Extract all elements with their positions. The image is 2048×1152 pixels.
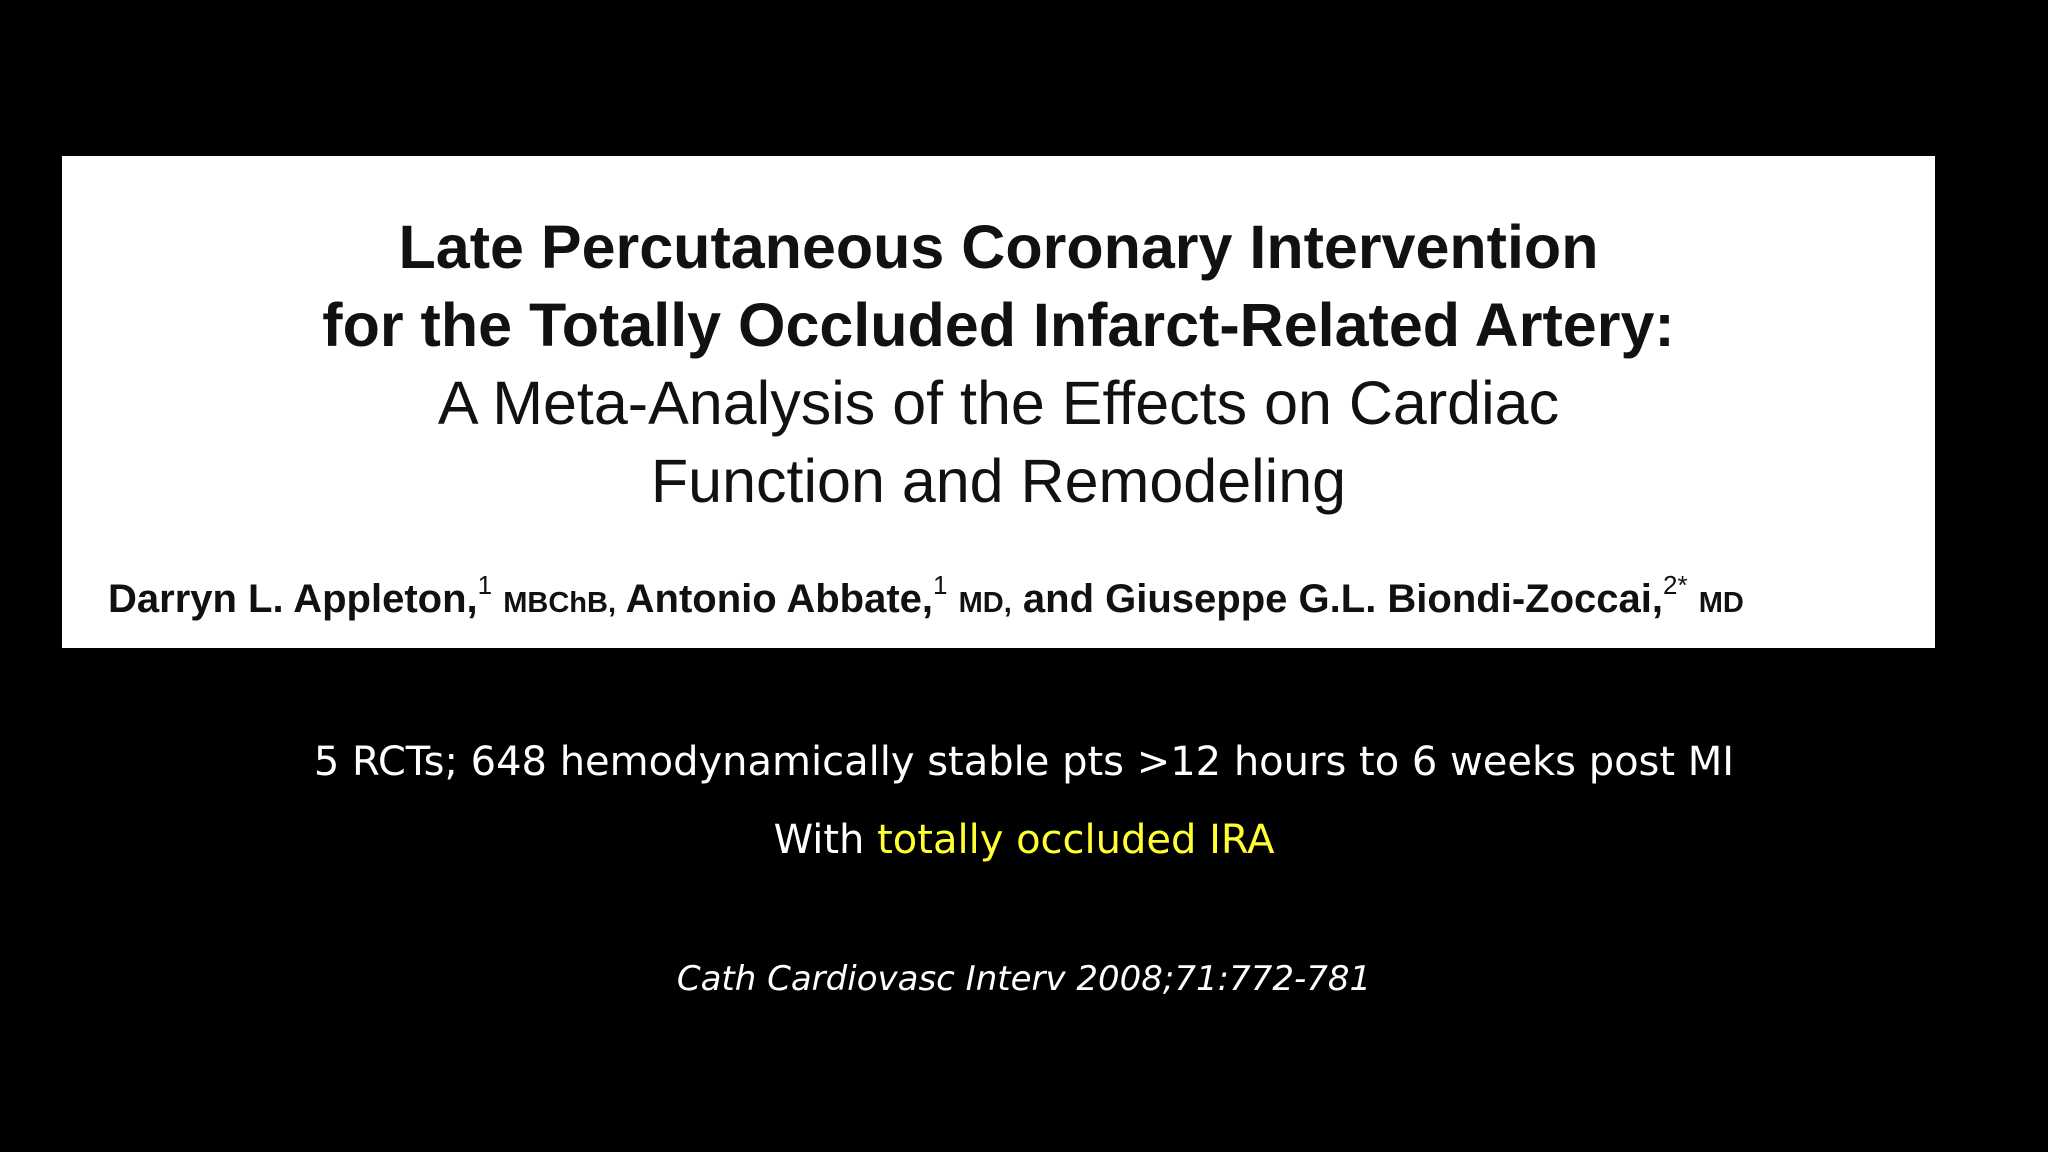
author-name: and Giuseppe G.L. Biondi-Zoccai, (1022, 577, 1663, 621)
title-line-3: A Meta-Analysis of the Effects on Cardiac (437, 369, 1560, 437)
author-degree: MBChB, (503, 587, 617, 619)
journal-citation: Cath Cardiovasc Interv 2008;71:772-781 (676, 959, 1372, 999)
study-summary: 5 RCTs; 648 hemodynamically stable pts >12 hours to 6 weeks post MI (313, 739, 1735, 785)
author-affiliation: 1 (933, 570, 948, 600)
title-line-1: Late Percutaneous Coronary Intervention (398, 213, 1599, 281)
paper-title (62, 208, 1935, 520)
occlusion-note-prefix: With (773, 817, 878, 863)
occlusion-note (0, 812, 2048, 868)
author-name: Darryn L. Appleton, (108, 577, 478, 621)
paper-title-card (62, 156, 1935, 648)
author-degree: MD (1698, 587, 1744, 619)
author-affiliation: 1 (477, 570, 493, 600)
title-line-2: for the Totally Occluded Infarct-Related Artery: (322, 291, 1675, 359)
author-affiliation: 2* (1662, 570, 1688, 600)
occlusion-highlight: totally occluded IRA (877, 817, 1275, 863)
author-degree: MD, (958, 587, 1012, 619)
title-line-4: Function and Remodeling (650, 447, 1347, 515)
author-list (108, 570, 1895, 628)
author-name: Antonio Abbate, (625, 577, 934, 621)
